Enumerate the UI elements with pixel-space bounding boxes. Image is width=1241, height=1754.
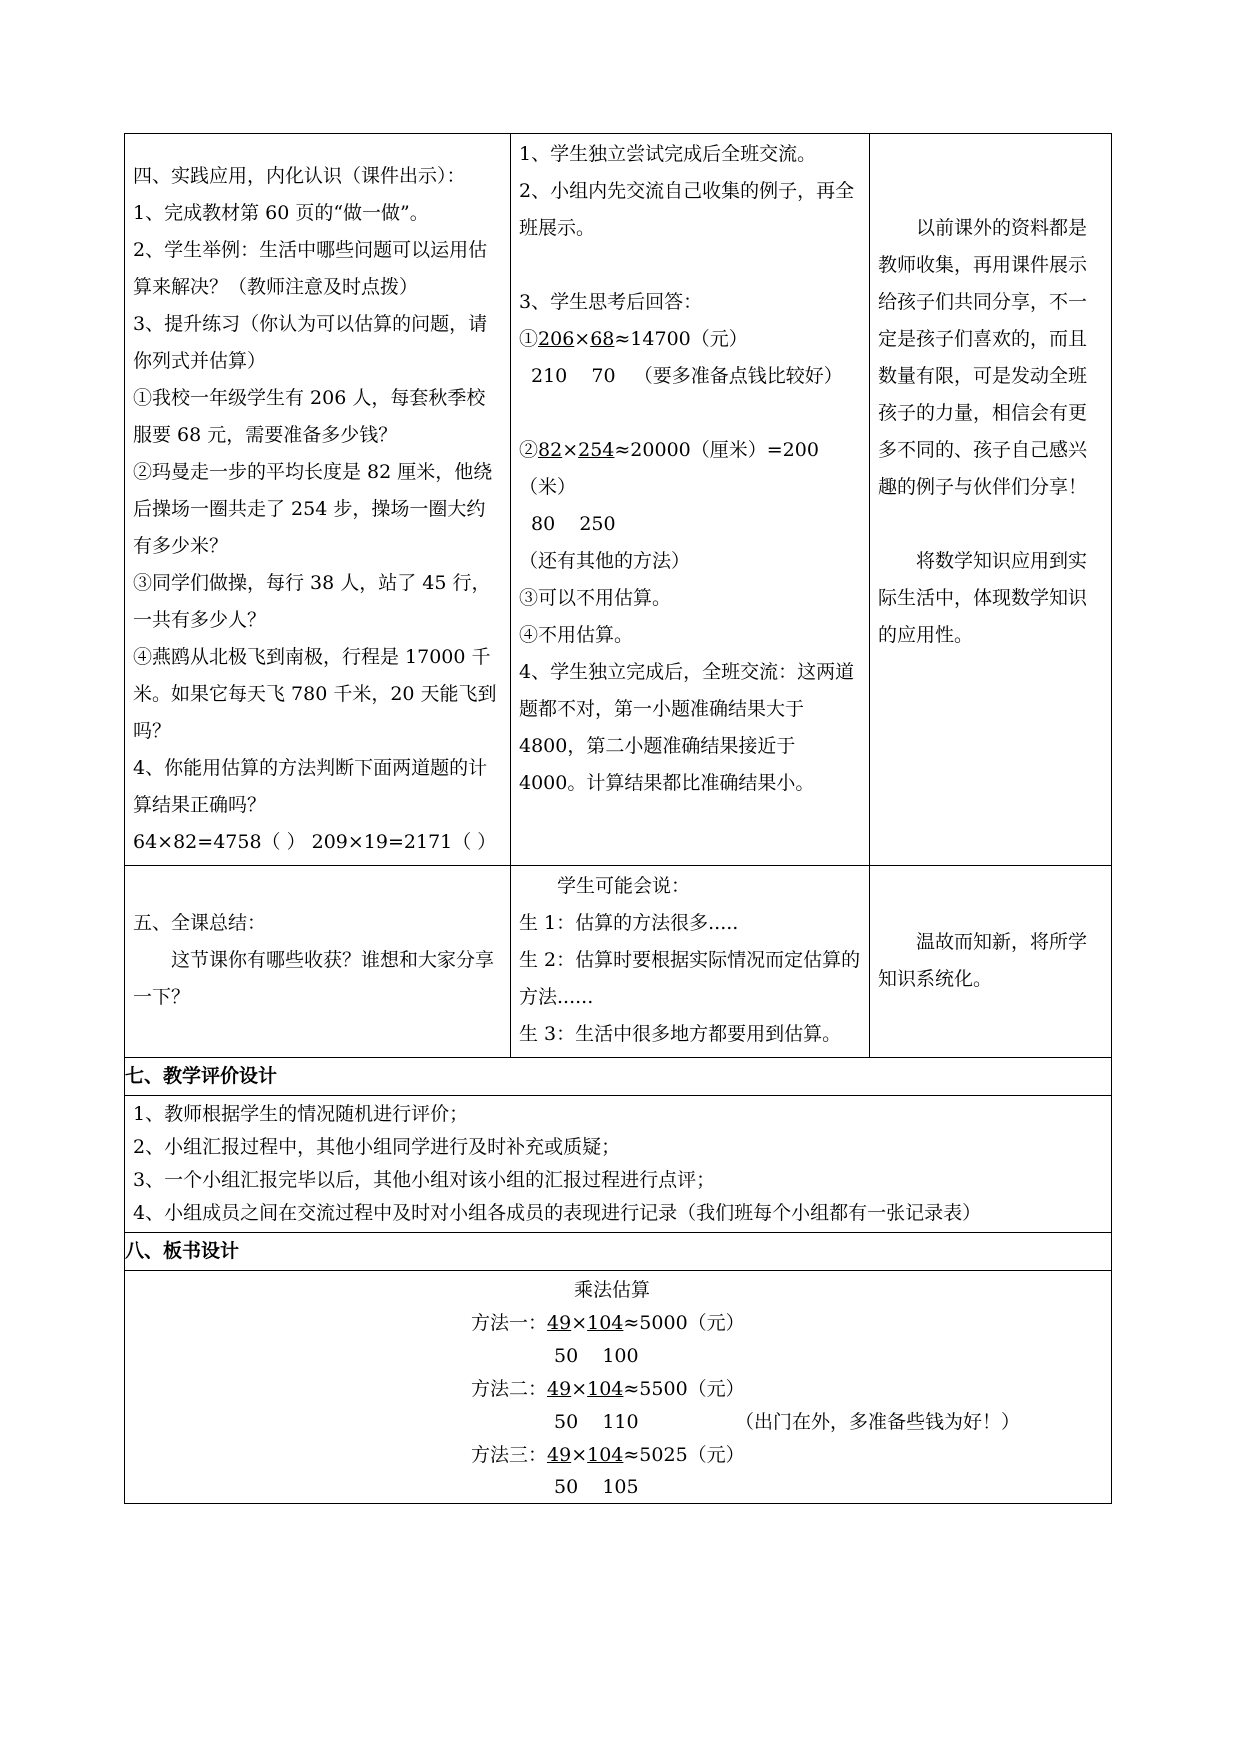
method-2: [471, 1374, 745, 1404]
method-2-factor-a: 49: [547, 1378, 572, 1400]
section5-intro: 学生可能会说：: [557, 875, 691, 897]
section4-item: 1、完成教材第 60 页的“做一做”。: [133, 202, 429, 224]
method-3-factor-a: 49: [547, 1444, 572, 1466]
answer-2: [519, 432, 861, 506]
method-2-factor-b: 104: [587, 1378, 624, 1400]
section4-item: 2、学生举例：生活中哪些问题可以运用估算来解决？（教师注意及时点拨）: [133, 239, 488, 298]
section4-item: 64×82=4758（ ） 209×19=2171（ ）: [133, 831, 497, 853]
times-sign: ×: [574, 328, 591, 350]
answer-1-number: ①: [519, 328, 539, 350]
answer-2-rounding: 80 250: [531, 513, 616, 535]
method-1: [471, 1308, 745, 1338]
section7-header-row: [125, 1058, 1112, 1096]
method-2-rounding: 50 110: [554, 1411, 639, 1433]
section8-header: 八、板书设计: [125, 1233, 1112, 1271]
section5-heading: 五、全课总结：: [133, 912, 267, 934]
answer-1-result: ≈14700（元）: [614, 328, 748, 350]
method-1-label: 方法一：: [471, 1312, 548, 1334]
student-response: 4、学生独立完成后，全班交流：这两道题都不对，第一小题准确结果大于 4800，第二小题准确结果接近于 4000。计算结果都比准确结果小。: [519, 661, 855, 794]
answer-3: ③可以不用估算。: [519, 587, 672, 609]
method-3-factor-b: 104: [587, 1444, 624, 1466]
method-3-rounding: 50 105: [554, 1476, 639, 1498]
section7-body: [125, 1096, 1112, 1233]
times-sign: ×: [571, 1444, 588, 1466]
evaluation-item: 1、教师根据学生的情况随机进行评价；: [133, 1103, 469, 1125]
times-sign: ×: [571, 1378, 588, 1400]
student-saying: 生 2：估算时要根据实际情况而定估算的方法......: [519, 949, 861, 1008]
section8-header-row: [125, 1233, 1112, 1271]
section5-activity-cell: [125, 866, 511, 1058]
section4-heading: 四、实践应用，内化认识（课件出示）：: [133, 165, 466, 187]
times-sign: ×: [571, 1312, 588, 1334]
times-sign: ×: [562, 439, 579, 461]
section5-text: 这节课你有哪些收获？谁想和大家分享一下？: [133, 949, 495, 1008]
section4-item: 3、提升练习（你认为可以估算的问题，请你列式并估算）: [133, 313, 488, 372]
section4-item: ③同学们做操，每行 38 人，站了 45 行，一共有多少人？: [133, 572, 491, 631]
student-response: 3、学生思考后回答：: [519, 291, 703, 313]
method-2-result: ≈5500（元）: [623, 1378, 745, 1400]
answer-2-note: （还有其他的方法）: [519, 550, 691, 572]
design-intent-paragraph: 将数学知识应用到实际生活中，体现数学知识的应用性。: [878, 550, 1088, 646]
answer-2-factor-a: 82: [538, 439, 563, 461]
student-response: 1、学生独立尝试完成后全班交流。: [519, 143, 817, 165]
section5-design-intent-cell: [870, 866, 1112, 1058]
section4-item: ②玛曼走一步的平均长度是 82 厘米，他绕后操场一圈共走了 254 步，操场一圈大约有多少米？: [133, 461, 493, 557]
method-1-result: ≈5000（元）: [623, 1312, 745, 1334]
answer-2-factor-b: 254: [578, 439, 615, 461]
method-1-factor-b: 104: [587, 1312, 624, 1334]
answer-4: ④不用估算。: [519, 624, 634, 646]
method-3-label: 方法三：: [471, 1444, 548, 1466]
answer-1: [519, 321, 861, 358]
section5-row: [125, 866, 1112, 1058]
section4-item: 4、你能用估算的方法判断下面两道题的计算结果正确吗？: [133, 757, 488, 816]
section4-item: ①我校一年级学生有 206 人，每套秋季校服要 68 元，需要准备多少钱？: [133, 387, 486, 446]
method-2-label: 方法二：: [471, 1378, 548, 1400]
section5-intent: 温故而知新，将所学知识系统化。: [878, 930, 1088, 990]
answer-2-result: ≈20000（厘米）=200（米）: [519, 439, 819, 498]
section4-student-cell: [511, 134, 870, 866]
section4-design-intent-cell: [870, 134, 1112, 866]
method-3-result: ≈5025（元）: [623, 1444, 745, 1466]
method-1-rounding: 50 100: [554, 1345, 639, 1367]
evaluation-item: 3、一个小组汇报完毕以后，其他小组对该小组的汇报过程进行点评；: [133, 1169, 716, 1191]
answer-1-rounding: 210 70 （要多准备点钱比较好）: [531, 365, 843, 387]
answer-1-factor-a: 206: [538, 328, 575, 350]
board-note: （出门在外，多准备些钱为好！）: [735, 1411, 1021, 1433]
section5-student-cell: [511, 866, 870, 1058]
evaluation-item: 4、小组成员之间在交流过程中及时对小组各成员的表现进行记录（我们班每个小组都有一张记录表）: [133, 1202, 982, 1224]
evaluation-item: 2、小组汇报过程中，其他小组同学进行及时补充或质疑；: [133, 1136, 621, 1158]
section7-body-row: [125, 1096, 1112, 1233]
section4-item: ④燕鸥从北极飞到南极，行程是 17000 千米。如果它每天飞 780 千米，20 天能飞到吗？: [133, 646, 497, 742]
section4-row: [125, 134, 1112, 866]
method-3: [471, 1440, 745, 1470]
answer-2-number: ②: [519, 439, 539, 461]
lesson-plan-table: [124, 133, 1112, 1504]
student-response: 2、小组内先交流自己收集的例子，再全班展示。: [519, 180, 855, 239]
method-1-factor-a: 49: [547, 1312, 572, 1334]
answer-1-factor-b: 68: [590, 328, 615, 350]
section7-header: 七、教学评价设计: [125, 1058, 1112, 1096]
board-design: [125, 1271, 1111, 1503]
section4-activity-cell: [125, 134, 511, 866]
board-title: 乘法估算: [574, 1279, 651, 1301]
design-intent-paragraph: 以前课外的资料都是教师收集，再用课件展示给孩子们共同分享，不一定是孩子们喜欢的，而且数量有限，可是发动全班孩子的力量，相信会有更多不同的、孩子自己感兴趣的例子与伙伴们分享！: [878, 217, 1088, 498]
student-saying: 生 3：生活中很多地方都要用到估算。: [519, 1023, 842, 1045]
student-saying: 生 1：估算的方法很多.....: [519, 912, 739, 934]
board-design-cell: [125, 1271, 1112, 1504]
section8-body-row: [125, 1271, 1112, 1504]
